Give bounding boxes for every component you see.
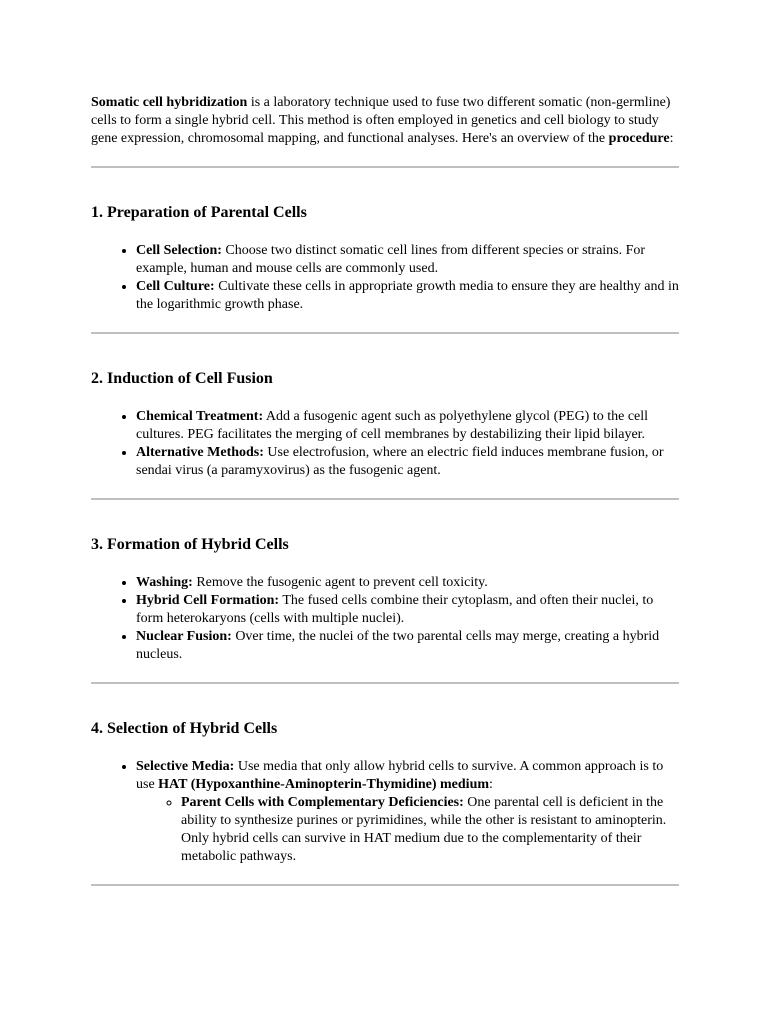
list-item — [136, 574, 679, 592]
item-text: The fused cells combine their cytoplasm, and often their nuclei, to form heterokaryons (cells with multiple nuclei). — [136, 593, 654, 626]
bullet-list — [91, 758, 679, 866]
list-item — [136, 592, 679, 628]
list-item — [136, 628, 679, 664]
item-label: Cell Culture: — [136, 279, 215, 294]
list-item — [136, 444, 679, 480]
item-text: Choose two distinct somatic cell lines from different species or strains. For example, human and mouse cells are commonly used. — [136, 243, 646, 276]
document-page — [91, 94, 679, 886]
bullet-list — [91, 408, 679, 480]
section-selection — [91, 718, 679, 866]
intro-term: Somatic cell hybridization — [91, 95, 248, 110]
item-label: Nuclear Fusion: — [136, 629, 232, 644]
sub-bullet-list — [136, 794, 679, 866]
intro-emphasis: procedure — [608, 131, 670, 146]
intro-text: is a laboratory technique used to fuse two different somatic (non-germline) cells to form a single hybrid cell. This method is often employed in genetics and cell biology to study gene expression, chromosomal mapping, and functional analyses. Here's an overview of the — [91, 95, 671, 146]
intro-colon: : — [669, 131, 674, 146]
divider — [91, 166, 679, 168]
item-label: Hybrid Cell Formation: — [136, 593, 280, 608]
item-colon: : — [489, 777, 493, 792]
intro-paragraph — [91, 94, 679, 148]
item-text: Remove the fusogenic agent to prevent cell toxicity. — [192, 575, 488, 590]
item-text: Add a fusogenic agent such as polyethylene glycol (PEG) to the cell cultures. PEG facilitates the merging of cell membranes by destabilizing their lipid bilayer. — [136, 409, 649, 442]
item-label: Parent Cells with Complementary Deficiencies: — [181, 795, 464, 810]
item-label: Alternative Methods: — [136, 445, 264, 460]
item-label: Selective Media: — [136, 759, 235, 774]
item-bold-term: HAT (Hypoxanthine-Aminopterin-Thymidine) medium — [158, 777, 490, 792]
list-item — [136, 278, 679, 314]
bullet-list — [91, 242, 679, 314]
divider — [91, 682, 679, 684]
list-item — [136, 242, 679, 278]
list-item — [136, 408, 679, 444]
item-label: Chemical Treatment: — [136, 409, 264, 424]
section-heading: 2. Induction of Cell Fusion — [91, 370, 273, 387]
item-text: One parental cell is deficient in the ability to synthesize purines or pyrimidines, while the other is resistant to aminopterin. Only hybrid cells can survive in HAT medium due to the complementarity of their metabolic pathways. — [181, 795, 667, 864]
section-preparation — [91, 202, 679, 314]
bullet-list — [91, 574, 679, 664]
divider — [91, 498, 679, 500]
item-text: Cultivate these cells in appropriate growth media to ensure they are healthy and in the logarithmic growth phase. — [136, 279, 679, 312]
item-text: Use electrofusion, where an electric field induces membrane fusion, or sendai virus (a paramyxovirus) as the fusogenic agent. — [136, 445, 664, 478]
list-item — [136, 758, 679, 866]
divider — [91, 884, 679, 886]
item-label: Washing: — [136, 575, 193, 590]
item-text: Over time, the nuclei of the two parental cells may merge, creating a hybrid nucleus. — [136, 629, 660, 662]
sub-list-item — [181, 794, 679, 866]
item-label: Cell Selection: — [136, 243, 222, 258]
section-heading: 3. Formation of Hybrid Cells — [91, 536, 289, 553]
section-heading: 4. Selection of Hybrid Cells — [91, 720, 278, 737]
section-heading: 1. Preparation of Parental Cells — [91, 204, 307, 221]
section-induction — [91, 368, 679, 480]
divider — [91, 332, 679, 334]
section-formation — [91, 534, 679, 664]
item-text: Use media that only allow hybrid cells to survive. A common approach is to use — [136, 759, 664, 792]
